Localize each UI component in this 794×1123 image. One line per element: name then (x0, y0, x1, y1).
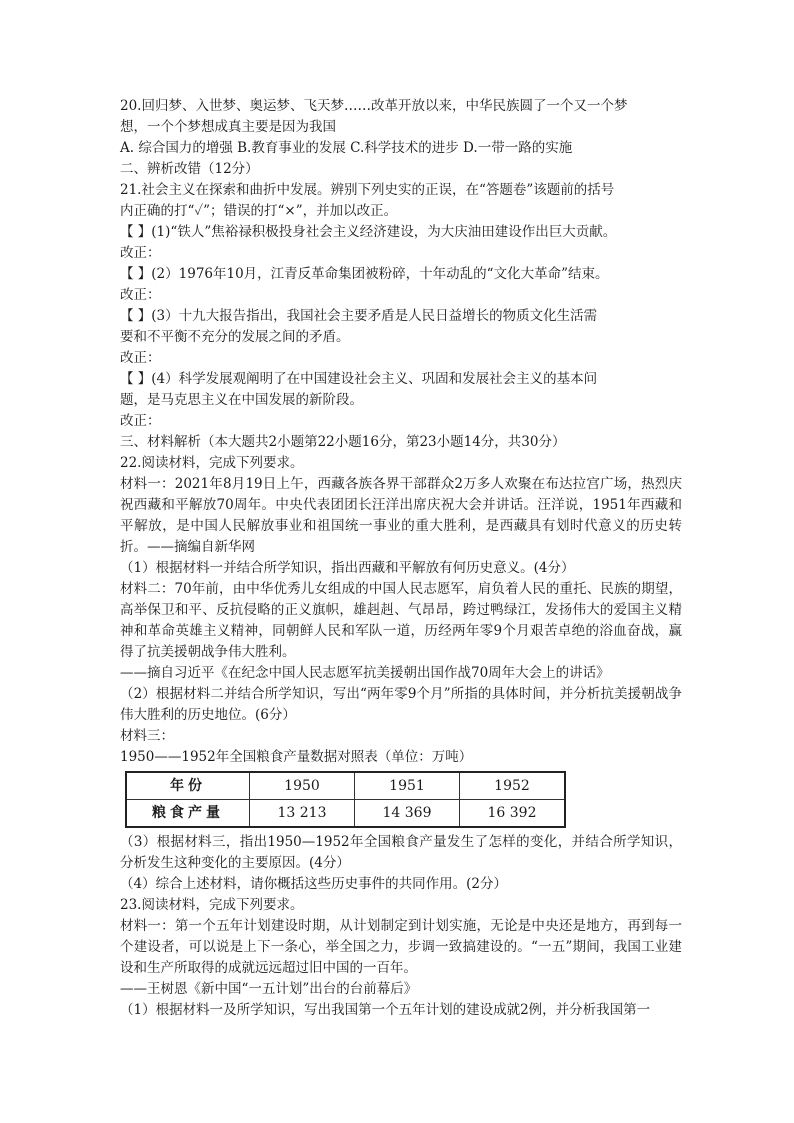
q22-material3-label: 材料三： (120, 728, 174, 744)
q22-intro: 22.阅读材料，完成下列要求。 (120, 455, 304, 471)
exam-page (120, 96, 682, 1021)
table-header-row (126, 772, 565, 800)
q21-item4-line2: 题，是马克思主义在中国发展的新阶段。 (120, 392, 363, 408)
q22-question4: （4）综合上述材料，请你概括这些历史事件的共同作用。(2分） (120, 876, 507, 892)
q21-item4-line1: 【 】(4）科学发展观阐明了在中国建设社会主义、巩固和发展社会主义的基本问 (120, 371, 598, 387)
q21-item1-fix: 改正： (120, 245, 161, 261)
section2-title: 二、辨析改错（12分） (120, 161, 259, 177)
table-row (126, 800, 565, 828)
table-cell: 13 213 (250, 800, 355, 828)
table-cell: 14 369 (355, 800, 460, 828)
table-header-cell: 1950 (250, 772, 355, 800)
q22-question1: （1）根据材料一并结合所学知识，指出西藏和平解放有何历史意义。(4分） (120, 560, 575, 576)
grain-output-table (125, 771, 566, 828)
q21-item1: 【 】(1)“铁人”焦裕禄积极投身社会主义经济建设，为大庆油田建设作出巨大贡献。 (120, 224, 617, 240)
table-cell: 16 392 (460, 800, 566, 828)
q20-stem-line1: 20.回归梦、入世梦、奥运梦、飞天梦……改革开放以来，中华民族圆了一个又一个梦 (120, 98, 628, 114)
table-header-cell: 1951 (355, 772, 460, 800)
table-title: 1950——1952年全国粮食产量数据对照表（单位：万吨） (120, 749, 473, 765)
q21-item3-line2: 要和不平衡不充分的发展之间的矛盾。 (120, 329, 350, 345)
q21-item2-fix: 改正： (120, 287, 161, 303)
q20-stem-line2: 想，一个个梦想成真主要是因为我国 (120, 119, 336, 135)
table-header-cell: 1952 (460, 772, 566, 800)
q21-item3-line1: 【 】(3）十九大报告指出，我国社会主要矛盾是人民日益增长的物质文化生活需 (120, 308, 598, 324)
q22-material2-source: ——摘自习近平《在纪念中国人民志愿军抗美援朝出国作战70周年大会上的讲话》 (120, 665, 610, 681)
q21-item4-fix: 改正： (120, 413, 161, 429)
q21-item2: 【 】(2）1976年10月，江青反革命集团被粉碎，十年动乱的“文化大革命”结束。 (120, 266, 609, 282)
section3-title: 三、材料解析（本大题共2小题第22小题16分，第23小题14分，共30分） (120, 434, 566, 450)
q23-question1: （1）根据材料一及所学知识，写出我国第一个五年计划的建设成就2例，并分析我国第一 (120, 1002, 651, 1018)
q21-line2: 内正确的打“✓”；错误的打“×”，并加以改正。 (120, 203, 398, 219)
q22-question2: （2）根据材料二并结合所学知识，写出“两年零9个月”所指的具体时间，并分析抗美援朝战争伟大胜利的历史地位。(6分） (120, 686, 682, 723)
q23-intro: 23.阅读材料，完成下列要求。 (120, 897, 304, 913)
q23-material1: 材料一：第一个五年计划建设时期，从计划制定到计划实施，无论是中央还是地方，再到每一个建设者，可以说是上下一条心，举全国之力，步调一致搞建设的。“一五”期间，我国工业建设和生产所取得的成就远远超过旧中国的一百年。 (120, 918, 682, 976)
table-row-label: 粮食产量 (126, 800, 250, 828)
q21-item3-fix: 改正： (120, 350, 161, 366)
q23-material1-source: ——王树恩《新中国“一五计划”出台的台前幕后》 (120, 981, 418, 997)
q22-question3: （3）根据材料三，指出1950—1952年全国粮食产量发生了怎样的变化，并结合所学知识，分析发生这种变化的主要原因。(4分） (120, 834, 682, 871)
q21-line1: 21.社会主义在探索和曲折中发展。辨别下列史实的正误，在“答题卷”该题前的括号 (120, 182, 615, 198)
q22-material1: 材料一：2021年8月19日上午，西藏各族各界干部群众2万多人欢聚在布达拉宫广场，热烈庆祝西藏和平解放70周年。中央代表团团长汪洋出席庆祝大会并讲话。汪洋说，1951年西藏和平解放，是中国人民解放事业和祖国统一事业的重大胜利，是西藏具有划时代意义的历史转折。——摘编自新华网 (120, 476, 682, 555)
q22-material2: 材料二：70年前，由中华优秀儿女组成的中国人民志愿军，肩负着人民的重托、民族的期望，高举保卫和平、反抗侵略的正义旗帜，雄赳赳、气昂昂，跨过鸭绿江，发扬伟大的爱国主义精神和革命英雄主义精神，同朝鲜人民和军队一道，历经两年零9个月艰苦卓绝的浴血奋战，赢得了抗美援朝战争伟大胜利。 (120, 581, 682, 660)
table-header-label: 年份 (126, 772, 250, 800)
q20-options: A. 综合国力的增强 B.教育事业的发展 C.科学技术的进步 D.一带一路的实施 (120, 140, 573, 156)
